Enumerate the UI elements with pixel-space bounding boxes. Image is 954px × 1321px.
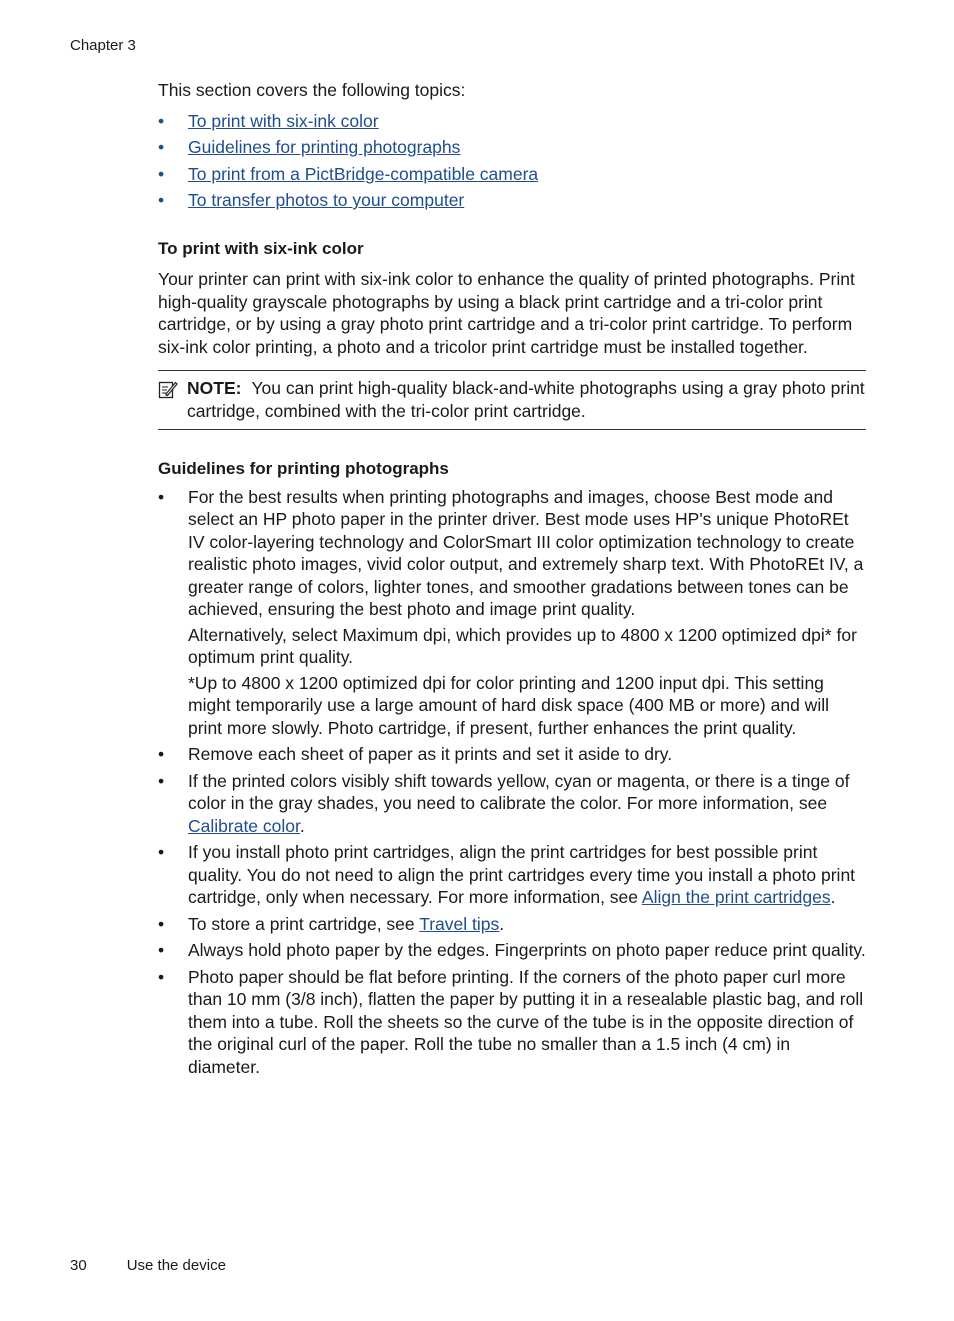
note-box [158, 370, 866, 430]
guideline-best-mode: For the best results when printing photographs and images, choose Best mode and select an HP photo paper in the printer driver. Best mode uses HP's unique PhotoREt IV color-layering technology and ColorSmart III color optimization technology to create realistic photo images, vivid color output, and extremely sharp text. With PhotoREt IV, a greater range of colors, lighter tones, and smoother gradations between tones can be achieved, ensuring the best photo and image print quality. [188, 486, 864, 619]
page-footer [70, 1257, 226, 1274]
calibrate-color-link[interactable]: Calibrate color [188, 815, 300, 836]
bullet: • [158, 190, 165, 210]
topic-list [158, 110, 866, 212]
bullet: • [158, 842, 165, 862]
bullet: • [158, 110, 165, 131]
guideline-flat-paper: Photo paper should be flat before printing. If the corners of the photo paper curl more than 10 mm (3/8 inch), flatten the paper by putting it in a resealable plastic bag, and roll them into a tube. Roll the sheets so the curve of the tube is in the opposite direction of the original curl of the paper. Roll the tube no smaller than a 1.5 inch (4 cm) in diameter. [188, 966, 864, 1077]
bullet: • [158, 163, 165, 184]
guideline-item [158, 939, 866, 962]
guideline-store-text: To store a print cartridge, see [188, 913, 420, 934]
guideline-item [158, 913, 866, 936]
period: . [830, 887, 836, 907]
guideline-calibrate-text: If the printed colors visibly shift towards yellow, cyan or magenta, or there is a tinge of color in the gray shades, you need to calibrate the color. For more information, see [188, 770, 850, 813]
guideline-max-dpi: Alternatively, select Maximum dpi, which provides up to 4800 x 1200 optimized dpi* for optimum print quality. [188, 624, 857, 667]
guideline-item [158, 966, 866, 1079]
footer-section: Use the device [126, 1257, 226, 1274]
topic-link-guidelines[interactable]: Guidelines for printing photographs [188, 137, 461, 157]
topic-link-pictbridge[interactable]: To print from a PictBridge-compatible camera [188, 163, 539, 184]
travel-tips-link[interactable]: Travel tips [419, 913, 500, 934]
bullet: • [158, 744, 165, 764]
topic-item [158, 189, 866, 212]
guideline-item [158, 486, 866, 740]
period: . [499, 913, 505, 934]
guideline-edges: Always hold photo paper by the edges. Fingerprints on photo paper reduce print quality. [188, 940, 866, 960]
bullet: • [158, 966, 165, 987]
note-label: NOTE: [187, 378, 242, 398]
six-ink-heading: To print with six-ink color [158, 238, 364, 258]
guidelines-heading: Guidelines for printing photographs [158, 459, 449, 478]
topic-item [158, 136, 866, 159]
bullet: • [158, 940, 165, 960]
period: . [299, 815, 305, 836]
topic-item [158, 110, 866, 133]
guideline-item [158, 841, 866, 909]
page-number: 30 [70, 1257, 87, 1274]
guideline-align-text: If you install photo print cartridges, align the print cartridges for best possible print quality. You do not need to align the print cartridges every time you install a photo print cartridge, only when necessary. For more information, see [188, 842, 856, 907]
guidelines-list [158, 486, 866, 1079]
align-cartridges-link[interactable]: Align the print cartridges [641, 887, 831, 907]
guideline-item [158, 743, 866, 766]
topic-link-transfer[interactable]: To transfer photos to your computer [188, 190, 465, 210]
topic-item [158, 163, 866, 186]
bullet: • [158, 913, 165, 934]
bullet: • [158, 486, 165, 507]
chapter-header: Chapter 3 [70, 37, 136, 54]
bullet: • [158, 137, 165, 157]
intro-text: This section covers the following topics: [158, 80, 466, 100]
main-content [158, 79, 866, 1082]
guideline-dry: Remove each sheet of paper as it prints and set it aside to dry. [188, 744, 673, 764]
bullet: • [158, 770, 165, 791]
six-ink-body: Your printer can print with six-ink color to enhance the quality of printed photographs. Print high-quality grayscale photographs by using a black print cartridge and a tri-color print cartridge, or by using a gray photo print cartridge and a tri-color print cartridge. To perform six-ink color printing, a photo and a tricolor print cartridge must be installed together. [158, 269, 855, 357]
note-text: You can print high-quality black-and-white photographs using a gray photo print cartridge, combined with the tri-color print cartridge. [187, 378, 865, 421]
note-pencil-icon [158, 379, 178, 399]
guideline-dpi-footnote: *Up to 4800 x 1200 optimized dpi for color printing and 1200 input dpi. This setting might temporarily use a large amount of hard disk space (400 MB or more) and will print more slowly. Photo cartridge, if present, further enhances the print quality. [188, 672, 829, 738]
guideline-item [158, 770, 866, 838]
topic-link-six-ink[interactable]: To print with six-ink color [188, 110, 379, 131]
